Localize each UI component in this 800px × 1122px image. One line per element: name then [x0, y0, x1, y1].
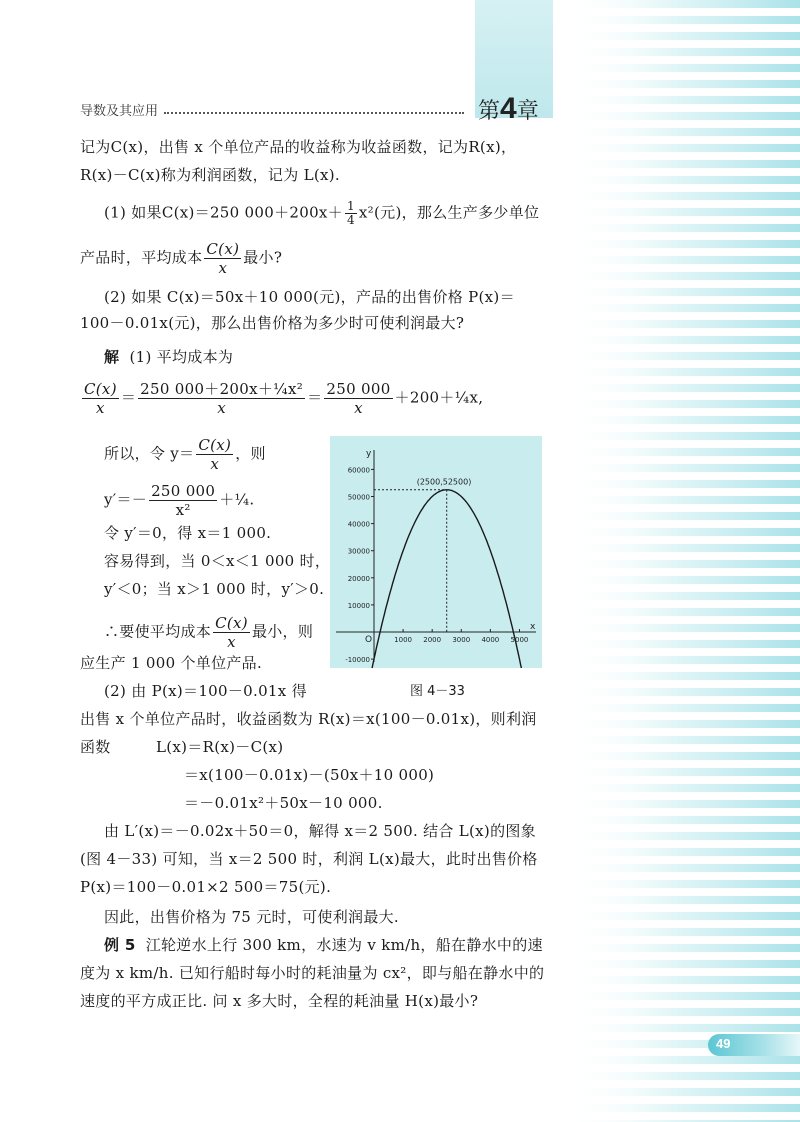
from-line-3: P(x)＝100－0.01×2 500＝75(元).	[80, 878, 332, 896]
profit-eq-2: ＝x(100－0.01x)－(50x＋10 000)	[184, 766, 435, 784]
header-dotted-rule	[164, 110, 464, 114]
question-1-line-1: (1) 如果C(x)＝250 000＋200x＋ $\frac{1}{4}$ x²(元)，那么生产多少单位	[104, 199, 540, 227]
example-5-line-1: 例 5 江轮逆水上行 300 km，水速为 v km/h，船在静水中的速	[104, 936, 543, 954]
question-2-line-1: (2) 如果 C(x)＝50x＋10 000(元)，产品的出售价格 P(x)＝	[104, 288, 515, 306]
zero-line: 令 y′＝0，得 x＝1 000.	[104, 524, 272, 542]
running-header: 导数及其应用	[80, 104, 159, 119]
paragraph-line: R(x)－C(x)称为利润函数，记为 L(x).	[80, 166, 340, 184]
y-axis-label: y	[366, 449, 372, 459]
fraction: $\frac{C(x)}{x}$	[84, 380, 117, 417]
equation-1: $\frac{C(x)}{x}$ ＝ $\frac{\text{250 000＋200x＋¼x²}}{x}$ ＝ $\frac{250 000}{x}$ ＋200＋¼x,	[84, 380, 484, 417]
y-tick-label: 10000	[347, 601, 370, 610]
vertex-annotation: (2500,52500)	[416, 477, 472, 487]
y-tick-label: -10000	[345, 656, 370, 665]
example-5-line-3: 速度的平方成正比. 问 x 多大时，全程的耗油量 H(x)最小?	[80, 992, 479, 1010]
chapter-suffix: 章	[516, 99, 539, 124]
paragraph-line: 记为C(x)，出售 x 个单位产品的收益称为收益函数，记为R(x)，	[80, 138, 517, 156]
x-tick-label: 1000	[394, 636, 413, 644]
fraction: $\frac{250 000}{x}$	[326, 380, 391, 417]
profit-eq-3: ＝－0.01x²＋50x－10 000.	[184, 794, 383, 812]
chapter-label	[478, 92, 539, 126]
fraction: $\frac{C(x)}{x}$	[206, 240, 240, 277]
fraction: $\frac{C(x)}{x}$	[215, 614, 248, 651]
x-axis-label: x	[530, 622, 536, 632]
chapter-number: 4	[500, 92, 517, 125]
origin-label: O	[365, 635, 373, 645]
y-tick-label: 30000	[347, 547, 370, 556]
y-tick-label: 20000	[347, 574, 370, 583]
func-label: 函数	[80, 738, 111, 756]
y-tick-label: 60000	[347, 466, 370, 475]
from-line-2: (图 4－33) 可知，当 x＝2 500 时，利润 L(x)最大，此时出售价格	[80, 850, 538, 868]
fraction: $\frac{250 000}{\text{x²}}$	[151, 482, 216, 519]
from-line-1: 由 L′(x)＝－0.02x＋50＝0，解得 x＝2 500. 结合 L(x)的图象	[104, 822, 536, 840]
profit-eq-1: L(x)＝R(x)－C(x)	[156, 738, 284, 756]
solution-heading: 解 (1) 平均成本为	[104, 348, 234, 366]
question-2-line-2: 100－0.01x(元)，那么出售价格为多少时可使利润最大?	[80, 314, 465, 332]
y-tick-label: 40000	[347, 520, 370, 529]
fraction: $\frac{C(x)}{x}$	[198, 436, 232, 473]
easy-line-1: 容易得到，当 0＜x＜1 000 时，	[104, 552, 331, 570]
parabola-chart	[330, 436, 542, 668]
solution-2-line: (2) 由 P(x)＝100－0.01x 得	[104, 682, 307, 700]
page-number: 49	[716, 1036, 731, 1051]
let-line: 所以，令 y＝ $\frac{C(x)}{x}$ ，则	[104, 436, 266, 473]
x-tick-label: 4000	[481, 636, 500, 644]
figure-4-33	[330, 436, 542, 668]
decorative-stripes	[560, 0, 800, 1122]
revenue-line: 出售 x 个单位产品时，收益函数为 R(x)＝x(100－0.01x)，则利润	[80, 710, 537, 728]
easy-line-2: y′＜0；当 x＞1 000 时，y′＞0.	[104, 580, 325, 598]
x-tick-label: 3000	[452, 636, 471, 644]
fraction: $\frac{1}{4}$	[346, 199, 355, 227]
question-1-line-2: 产品时，平均成本 $\frac{C(x)}{x}$ 最小?	[80, 240, 283, 277]
conclusion-line: 因此，出售价格为 75 元时，可使利润最大.	[104, 908, 399, 926]
fraction: $\frac{\text{250 000＋200x＋¼x²}}{x}$	[140, 380, 304, 417]
figure-caption: 图 4－33	[410, 684, 465, 699]
therefore-line: ∴要使平均成本 $\frac{C(x)}{x}$ 最小，则	[104, 614, 314, 651]
x-tick-label: 5000	[510, 636, 529, 644]
x-tick-label: 2000	[423, 636, 442, 644]
example-5-line-2: 度为 x km/h. 已知行船时每小时的耗油量为 cx²，即与船在静水中的	[80, 964, 545, 982]
y-tick-label: 50000	[347, 493, 370, 502]
derivative-line: y′＝－ $\frac{250 000}{\text{x²}}$ ＋¼.	[104, 482, 255, 519]
produce-line: 应生产 1 000 个单位产品.	[80, 654, 263, 672]
chapter-prefix: 第	[478, 99, 501, 124]
